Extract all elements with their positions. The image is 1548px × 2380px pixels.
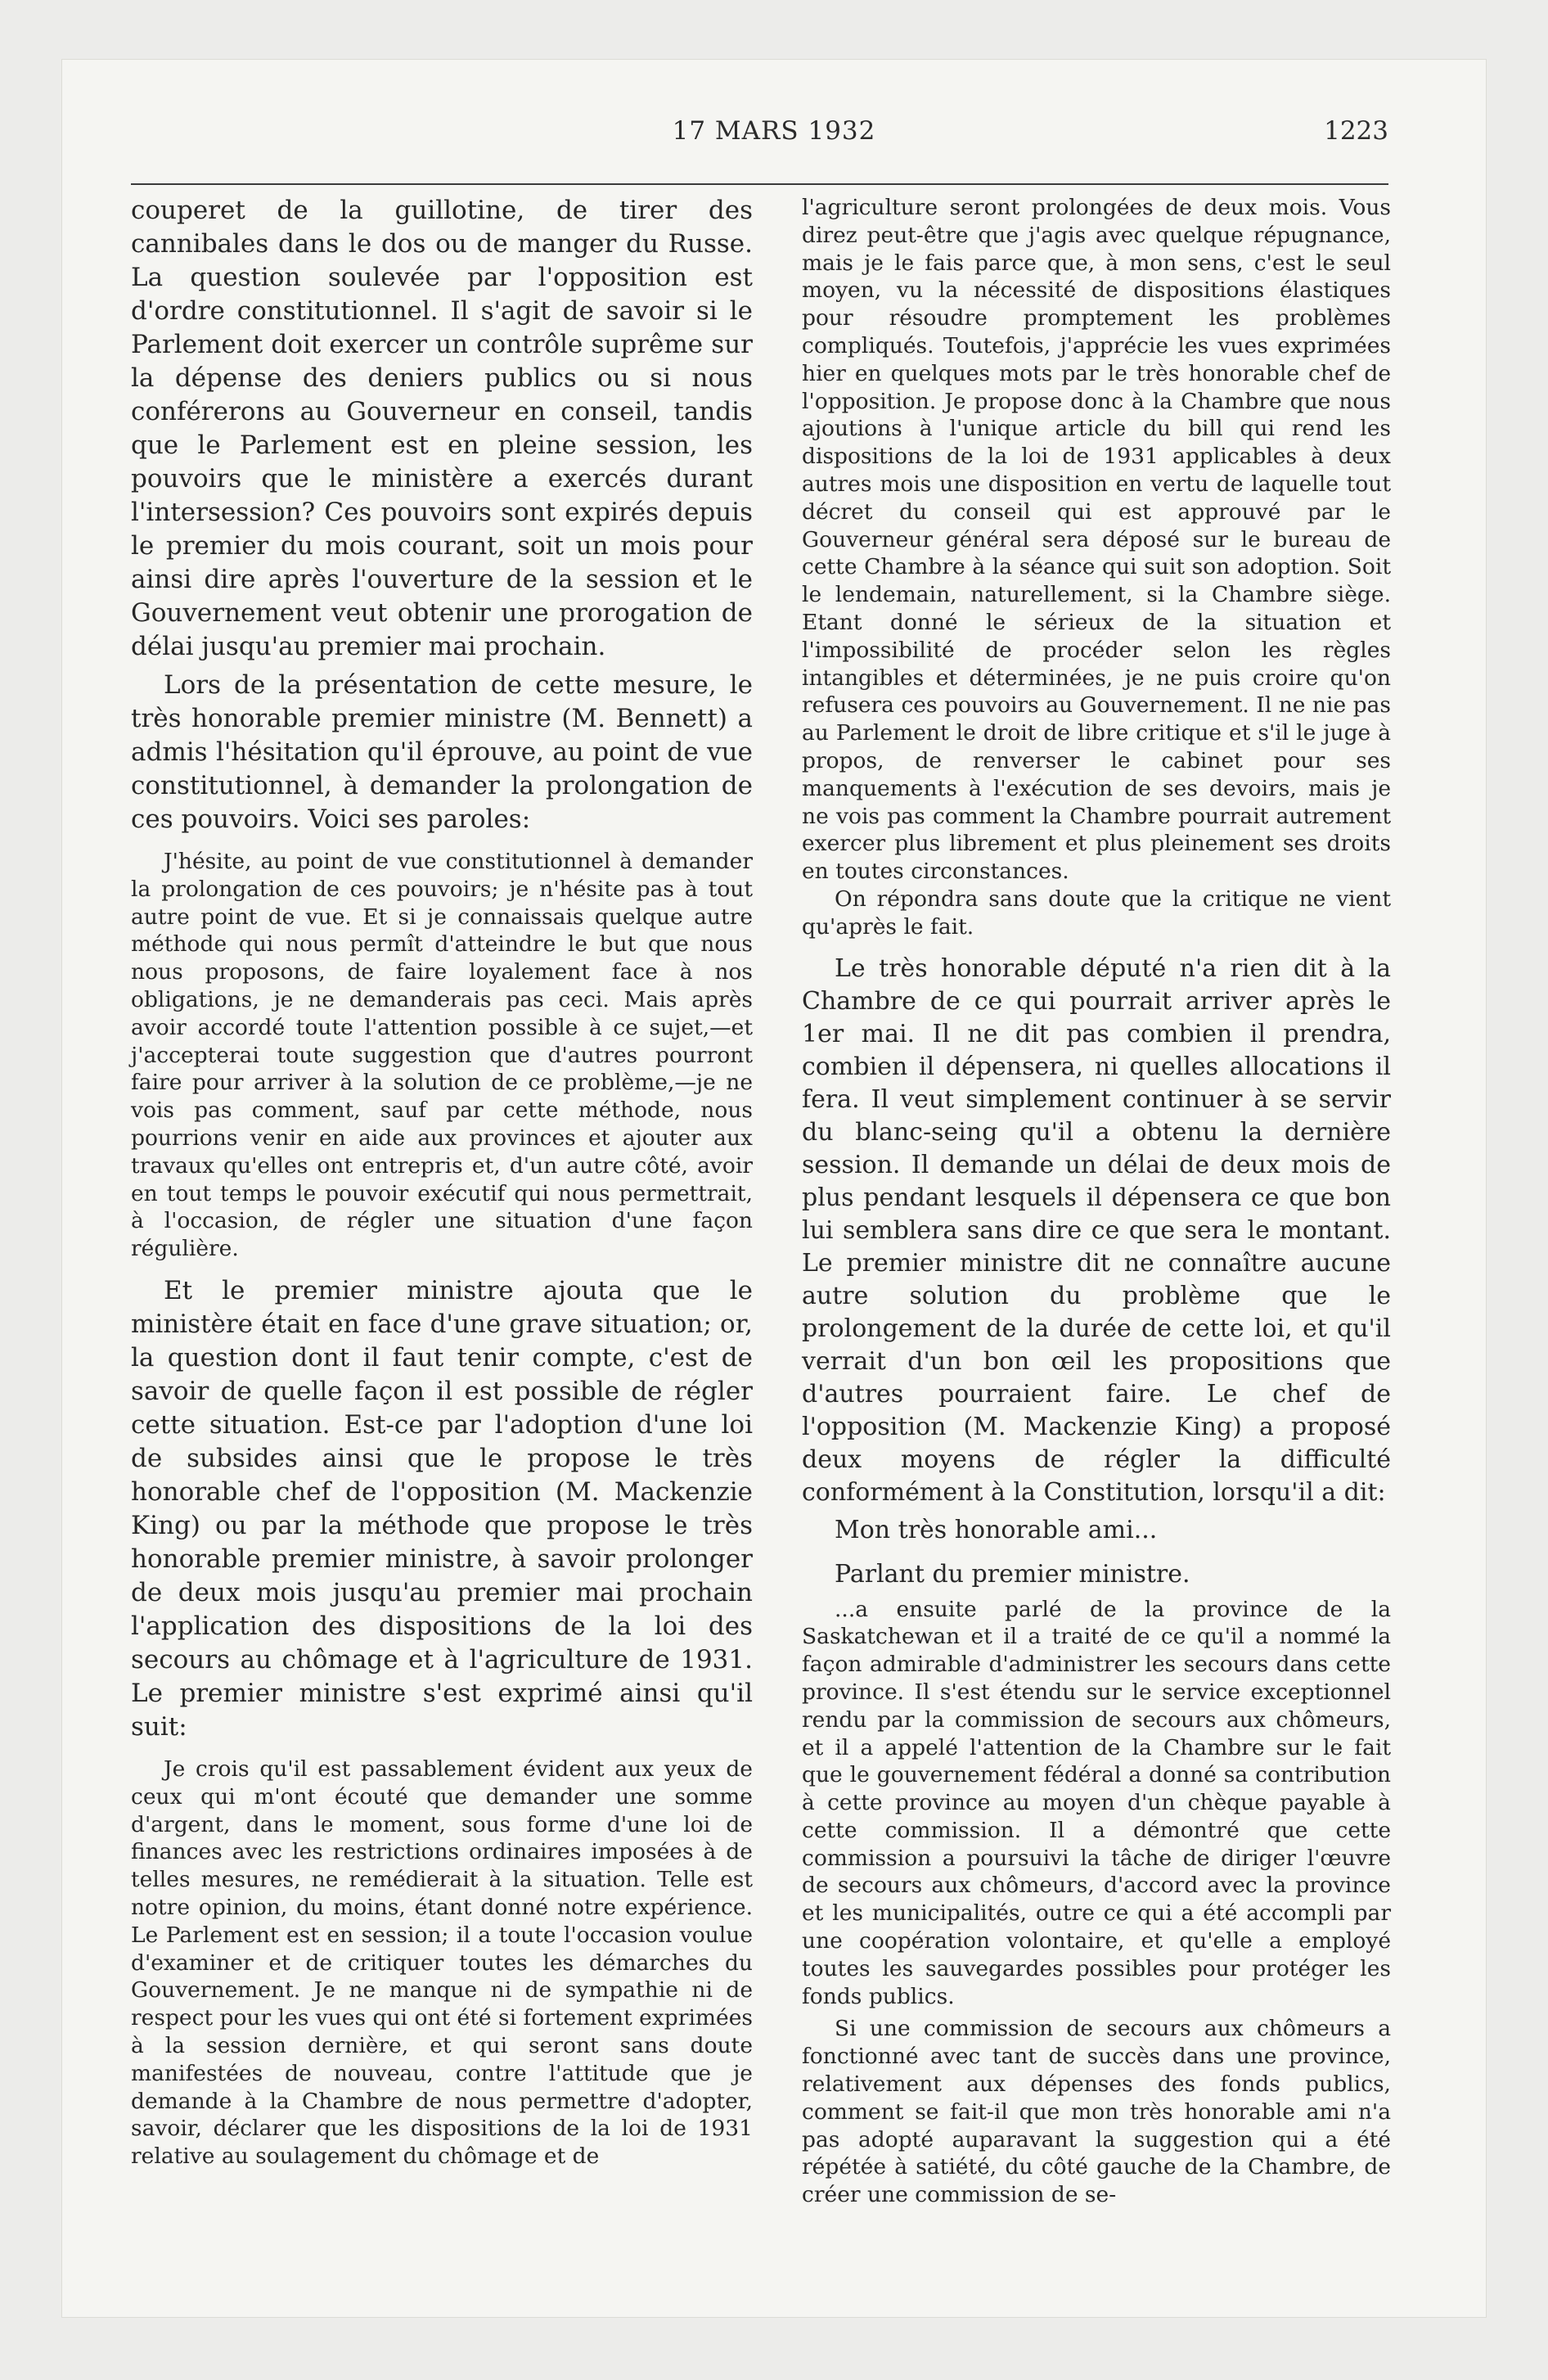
right-column: [802, 194, 1391, 2209]
document-page: [61, 59, 1487, 2318]
quotation: On répondra sans doute que la critique ne vient qu'après le fait.: [802, 886, 1391, 940]
header-date: 17 MARS 1932: [672, 116, 876, 146]
paragraph: Lors de la présentation de cette mesure, le très honorable premier ministre (M. Bennett) a admis l'hésitation qu'il éprouve, au point de vue constitutionnel, à demander la prolongation de ces pouvoirs. Voici ses paroles:: [131, 670, 753, 834]
quotation: ...a ensuite parlé de la province de la Saskatchewan et il a traité de ce qu'il a nommé la façon admirable d'administrer les secours dans cette province. Il s'est étendu sur le service exceptionnel rendu par la commission de secours aux chômeurs, et il a appelé l'attention de la Chambre sur le fait que le gouvernement fédéral a donné sa contribution à cette province au moyen d'un chèque payable à cette commission. Il a démontré que cette commission a poursuivi la tâche de diriger l'œuvre de secours aux chômeurs, d'accord avec la province et les municipalités, outre ce qui a été accompli par une coopération volontaire, et qu'elle a employé toutes les sauvegardes possibles pour protéger les fonds publics.: [802, 1596, 1391, 2009]
paragraph: Le très honorable député n'a rien dit à la Chambre de ce qui pourrait arriver après le 1er mai. Il ne dit pas combien il prendra, combien il dépensera, ni quelles allocations il fera. Il veut simplement continuer à se servir du blanc-seing qu'il a obtenu la dernière session. Il demande un délai de deux mois de plus pendant lesquels il dépensera ce que bon lui semblera sans dire ce que sera le montant. Le premier ministre dit ne connaître aucune autre solution du problème que le prolongement de la durée de cette loi, et qu'il verrait d'un bon œil les propositions que d'autres pourraient faire. Le chef de l'opposition (M. Mackenzie King) a proposé deux moyens de régler la difficulté conformément à la Constitution, lorsqu'il a dit:: [802, 953, 1391, 1507]
quotation-continued: l'agriculture seront prolongées de deux mois. Vous direz peut-être que j'agis avec quelque répugnance, mais je le fais parce que, à mon sens, c'est le seul moyen, vu la nécessité de dispositions élastiques pour résoudre promptement les problèmes compliqués. Toutefois, j'apprécie les vues exprimées hier en quelques mots par le très honorable chef de l'opposition. Je propose donc à la Chambre que nous ajoutions à l'unique article du bill qui rend les dispositions de la loi de 1931 applicables à deux autres mois une disposition en vertu de laquelle tout décret du conseil qui est approuvé par le Gouverneur général sera déposé sur le bureau de cette Chambre à la séance qui suit son adoption. Soit le lendemain, naturellement, si la Chambre siège. Etant donné le sérieux de la situation et l'impossibilité de procéder selon les règles intangibles et déterminées, je ne puis croire qu'on refusera ces pouvoirs au Gouvernement. Il ne nie pas au Parlement le droit de libre critique et s'il le juge à propos, de renverser le cabinet pour ses manquements à l'exécution de ses devoirs, mais je ne vois pas comment la Chambre pourrait autrement exercer plus librement et plus pleinement ses droits en toutes circonstances.: [802, 195, 1391, 885]
paragraph: Parlant du premier ministre.: [835, 1559, 1190, 1589]
left-column: [131, 194, 753, 2182]
page-header: [61, 116, 1487, 165]
quotation: J'hésite, au point de vue constitutionnel à demander la prolongation de ces pouvoirs; je n'hésite pas à tout autre point de vue. Et si je connaissais quelque autre méthode qui nous permît d'atteindre le but que nous nous proposons, de faire loyalement face à nos obligations, je ne demanderais pas ceci. Mais après avoir accordé toute l'attention possible à ce sujet,—et j'accepterai toute suggestion que d'autres pourront faire pour arriver à la solution de ce problème,—je ne vois pas comment, sauf par cette méthode, nous pourrions venir en aide aux provinces et ajouter aux travaux qu'elles ont entrepris et, d'un autre côté, avoir en tout temps le pouvoir exécutif qui nous permettrait, à l'occasion, de régler une situation d'une façon régulière.: [131, 849, 753, 1262]
header-rule: [131, 183, 1388, 185]
paragraph: Mon très honorable ami...: [835, 1515, 1158, 1544]
quotation: Je crois qu'il est passablement évident aux yeux de ceux qui m'ont écouté que demander une somme d'argent, dans le moment, sous forme d'une loi de finances avec les restrictions ordinaires imposées à de telles mesures, ne remédierait à la situation. Telle est notre opinion, du moins, étant donné notre expérience. Le Parlement est en session; il a toute l'occasion voulue d'examiner et de critiquer toutes les démarches du Gouvernement. Je ne manque ni de sympathie ni de respect pour les vues qui ont été si fortement exprimées à la session dernière, et qui seront sans doute manifestées de nouveau, contre l'attitude que je demande à la Chambre de nous permettre d'adopter, savoir, déclarer que les dispositions de la loi de 1931 relative au soulagement du chômage et de: [131, 1756, 754, 2170]
paragraph: couperet de la guillotine, de tirer des cannibales dans le dos ou de manger du Russe. La question soulevée par l'opposition est d'ordre constitutionnel. Il s'agit de savoir si le Parlement doit exercer un contrôle suprême sur la dépense des deniers publics ou si nous conférerons au Gouverneur en conseil, tandis que le Parlement est en pleine session, les pouvoirs que le ministère a exercés durant l'intersession? Ces pouvoirs sont expirés depuis le premier du mois courant, soit un mois pour ainsi dire après l'ouverture de la session et le Gouvernement veut obtenir une prorogation de délai jusqu'au premier mai prochain.: [131, 196, 753, 661]
quotation: Si une commission de secours aux chômeurs a fonctionné avec tant de succès dans une province, relativement aux dépenses des fonds publics, comment se fait-il que mon très honorable ami n'a pas adopté auparavant la suggestion qui a été répétée à satiété, du côté gauche de la Chambre, de créer une commission de se-: [802, 2016, 1391, 2208]
header-page-number: 1223: [1324, 116, 1388, 146]
paragraph: Et le premier ministre ajouta que le ministère était en face d'une grave situation; or, la question dont il faut tenir compte, c'est de savoir de quelle façon il est possible de régler cette situation. Est-ce par l'adoption d'une loi de subsides ainsi que le propose le très honorable chef de l'opposition (M. Mackenzie King) ou par la méthode que propose le très honorable premier ministre, à savoir prolonger de deux mois jusqu'au premier mai prochain l'application des dispositions de la loi des secours au chômage et à l'agriculture de 1931. Le premier ministre s'est exprimé ainsi qu'il suit:: [131, 1275, 753, 1742]
